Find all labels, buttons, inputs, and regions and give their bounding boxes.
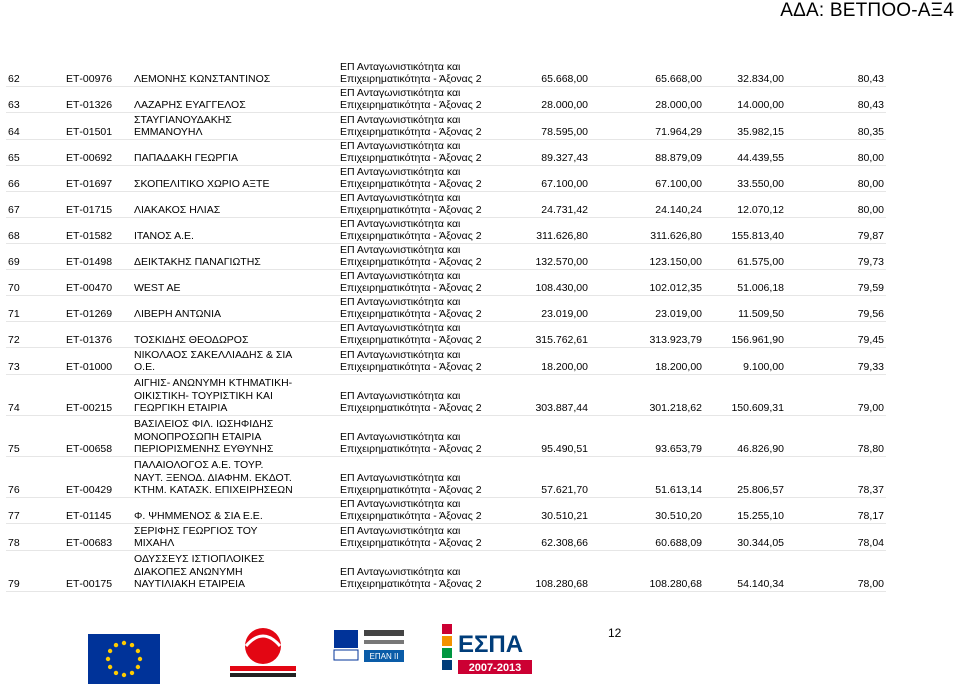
project-code: ΕΤ-01715: [64, 191, 132, 217]
row-number: 78: [6, 523, 64, 550]
beneficiary-name-line: ΟΙΚΙΣΤΙΚΗ- ΤΟΥΡΙΣΤΙΚΗ ΚΑΙ: [134, 389, 273, 402]
evaluation-score: 78,17: [786, 497, 886, 523]
table-row: [6, 347, 886, 374]
public-funding: 9.100,00: [704, 347, 786, 374]
beneficiary-name-line: ΟΔΥΣΣΕΥΣ ΙΣΤΙΟΠΛΟΙΚΕΣ: [134, 553, 265, 565]
beneficiary-name-line: ΓΕΩΡΓΙΚΗ ΕΤΑΙΡΙΑ: [134, 402, 228, 414]
project-code: ΕΤ-01376: [64, 321, 132, 347]
budget-total: 108.430,00: [508, 269, 590, 295]
program-name: [338, 456, 508, 497]
budget-eligible: 123.150,00: [590, 243, 704, 269]
project-code: ΕΤ-01582: [64, 217, 132, 243]
project-code: ΕΤ-00429: [64, 456, 132, 497]
evaluation-score: 80,00: [786, 165, 886, 191]
evaluation-score: 78,00: [786, 550, 886, 591]
row-number: 74: [6, 374, 64, 415]
table-row: [6, 60, 886, 86]
beneficiary-name-line: ΑΙΓΗΙΣ- ΑΝΩΝΥΜΗ ΚΤΗΜΑΤΙΚΗ-: [134, 377, 293, 389]
table-row: [6, 497, 886, 523]
table-row: [6, 374, 886, 415]
beneficiary-name: [132, 191, 338, 217]
beneficiary-name-line: WEST AE: [134, 282, 181, 294]
project-code: ΕΤ-01326: [64, 86, 132, 112]
program-line-2: Επιχειρηματικότητα - Άξονας 2: [340, 282, 482, 294]
program-name: [338, 112, 508, 139]
program-line-2: Επιχειρηματικότητα - Άξονας 2: [340, 99, 482, 111]
beneficiary-name-line: ΠΕΡΙΟΡΙΣΜΕΝΗΣ ΕΥΘΥΝΗΣ: [134, 443, 274, 455]
beneficiary-name-line: ΣΕΡΙΦΗΣ ΓΕΩΡΓΙΟΣ ΤΟΥ: [134, 524, 258, 537]
beneficiary-name-line: ΛΙΒΕΡΗ ΑΝΤΩΝΙΑ: [134, 308, 222, 320]
public-funding: 156.961,90: [704, 321, 786, 347]
project-code: ΕΤ-00692: [64, 139, 132, 165]
evaluation-score: 78,04: [786, 523, 886, 550]
program-line-2: Επιχειρηματικότητα - Άξονας 2: [340, 126, 482, 138]
evaluation-score: 79,59: [786, 269, 886, 295]
eu-star-icon: [114, 643, 118, 647]
budget-eligible: 65.668,00: [590, 60, 704, 86]
budget-total: 95.490,51: [508, 415, 590, 456]
budget-total: 311.626,80: [508, 217, 590, 243]
beneficiary-name-line: ΒΑΣΙΛΕΙΟΣ ΦΙΛ. ΙΩΣΗΦΙΔΗΣ: [134, 418, 274, 430]
public-funding: 35.982,15: [704, 112, 786, 139]
program-name: [338, 139, 508, 165]
program-name: [338, 550, 508, 591]
program-line-2: Επιχειρηματικότητα - Άξονας 2: [340, 402, 482, 414]
public-funding: 14.000,00: [704, 86, 786, 112]
budget-total: 89.327,43: [508, 139, 590, 165]
budget-eligible: 51.613,14: [590, 456, 704, 497]
competitiveness-logo: [228, 624, 298, 680]
budget-total: 315.762,61: [508, 321, 590, 347]
table-row: [6, 295, 886, 321]
public-funding: 11.509,50: [704, 295, 786, 321]
budget-total: 28.000,00: [508, 86, 590, 112]
beneficiary-name: [132, 497, 338, 523]
program-name: [338, 523, 508, 550]
page-number: 12: [608, 626, 622, 640]
public-funding: 33.550,00: [704, 165, 786, 191]
budget-total: 67.100,00: [508, 165, 590, 191]
program-line-1: ΕΠ Ανταγωνιστικότητα και: [340, 497, 461, 510]
footer-logos: [0, 620, 960, 682]
program-line-1: ΕΠ Ανταγωνιστικότητα και: [340, 139, 461, 152]
budget-eligible: 60.688,09: [590, 523, 704, 550]
row-number: 65: [6, 139, 64, 165]
program-line-1: ΕΠ Ανταγωνιστικότητα και: [340, 348, 461, 361]
epan-label: ΕΠΑΝ ΙΙ: [369, 652, 399, 661]
row-number: 79: [6, 550, 64, 591]
program-name: [338, 374, 508, 415]
row-number: 62: [6, 60, 64, 86]
program-line-2: Επιχειρηματικότητα - Άξονας 2: [340, 537, 482, 549]
beneficiary-name-line: ΛΙΑΚΑΚΟΣ ΗΛΙΑΣ: [134, 204, 221, 216]
budget-eligible: 313.923,79: [590, 321, 704, 347]
program-line-2: Επιχειρηματικότητα - Άξονας 2: [340, 334, 482, 346]
row-number: 71: [6, 295, 64, 321]
program-line-1: ΕΠ Ανταγωνιστικότητα και: [340, 321, 461, 334]
beneficiary-name-line: ΜΙΧΑΗΛ: [134, 537, 175, 549]
program-line-2: Επιχειρηματικότητα - Άξονας 2: [340, 230, 482, 242]
beneficiary-name: [132, 86, 338, 112]
beneficiary-name-line: Φ. ΨΗΜΜΕΝΟΣ & ΣΙΑ Ε.Ε.: [134, 510, 263, 522]
row-number: 70: [6, 269, 64, 295]
evaluation-score: 79,87: [786, 217, 886, 243]
eu-star-icon: [122, 641, 126, 645]
budget-total: 65.668,00: [508, 60, 590, 86]
evaluation-score: 80,43: [786, 86, 886, 112]
program-line-2: Επιχειρηματικότητα - Άξονας 2: [340, 361, 482, 373]
beneficiary-name-line: ΕΜΜΑΝΟΥΗΛ: [134, 126, 203, 138]
public-funding: 51.006,18: [704, 269, 786, 295]
program-name: [338, 60, 508, 86]
public-funding: 32.834,00: [704, 60, 786, 86]
evaluation-score: 79,56: [786, 295, 886, 321]
program-line-1: ΕΠ Ανταγωνιστικότητα και: [340, 430, 461, 443]
eu-star-icon: [136, 649, 140, 653]
row-number: 63: [6, 86, 64, 112]
program-line-1: ΕΠ Ανταγωνιστικότητα και: [340, 389, 461, 402]
beneficiary-name-line: ΛΕΜΟΝΗΣ ΚΩΝΣΤΑΝΤΙΝΟΣ: [134, 73, 271, 85]
beneficiaries-table: [6, 60, 886, 592]
beneficiary-name: [132, 347, 338, 374]
beneficiary-name: [132, 112, 338, 139]
program-line-1: ΕΠ Ανταγωνιστικότητα και: [340, 471, 461, 484]
eu-star-icon: [122, 673, 126, 677]
table-row: [6, 139, 886, 165]
project-code: ΕΤ-01269: [64, 295, 132, 321]
row-number: 76: [6, 456, 64, 497]
table-row: [6, 523, 886, 550]
program-line-1: ΕΠ Ανταγωνιστικότητα και: [340, 217, 461, 230]
project-code: ΕΤ-00470: [64, 269, 132, 295]
row-number: 69: [6, 243, 64, 269]
budget-eligible: 28.000,00: [590, 86, 704, 112]
beneficiary-name-line: ΝΑΥΤ. ΞΕΝΟΔ. ΔΙΑΦΗΜ. ΕΚΔΟΤ.: [134, 471, 292, 484]
beneficiary-name: [132, 456, 338, 497]
project-code: ΕΤ-01501: [64, 112, 132, 139]
program-name: [338, 415, 508, 456]
eu-star-icon: [138, 657, 142, 661]
eu-star-icon: [106, 657, 110, 661]
budget-eligible: 24.140,24: [590, 191, 704, 217]
program-name: [338, 191, 508, 217]
project-code: ΕΤ-01000: [64, 347, 132, 374]
budget-eligible: 18.200,00: [590, 347, 704, 374]
table-row: [6, 243, 886, 269]
program-line-2: Επιχειρηματικότητα - Άξονας 2: [340, 443, 482, 455]
project-code: ΕΤ-00976: [64, 60, 132, 86]
evaluation-score: 78,37: [786, 456, 886, 497]
budget-total: 23.019,00: [508, 295, 590, 321]
public-funding: 25.806,57: [704, 456, 786, 497]
table-row: [6, 415, 886, 456]
evaluation-score: 78,80: [786, 415, 886, 456]
program-line-1: ΕΠ Ανταγωνιστικότητα και: [340, 269, 461, 282]
budget-eligible: 102.012,35: [590, 269, 704, 295]
project-code: ΕΤ-01145: [64, 497, 132, 523]
budget-total: 18.200,00: [508, 347, 590, 374]
beneficiary-name: [132, 139, 338, 165]
beneficiary-name: [132, 243, 338, 269]
program-line-1: ΕΠ Ανταγωνιστικότητα και: [340, 565, 461, 578]
row-number: 68: [6, 217, 64, 243]
beneficiary-name-line: ΛΑΖΑΡΗΣ ΕΥΑΓΓΕΛΟΣ: [134, 99, 246, 111]
ada-header: ΑΔΑ: ΒΕΤΠΟΟ-ΑΞ4: [780, 0, 954, 21]
beneficiary-name-line: ΔΙΑΚΟΠΕΣ ΑΝΩΝΥΜΗ: [134, 565, 243, 578]
beneficiary-name-line: ΣΤΑΥΓΙΑΝΟΥΔΑΚΗΣ: [134, 113, 232, 126]
program-line-2: Επιχειρηματικότητα - Άξονας 2: [340, 204, 482, 216]
evaluation-score: 79,00: [786, 374, 886, 415]
beneficiary-name-line: ΔΕΙΚΤΑΚΗΣ ΠΑΝΑΓΙΩΤΗΣ: [134, 256, 261, 268]
program-name: [338, 86, 508, 112]
espa-title: ΕΣΠΑ: [458, 631, 524, 658]
table-row: [6, 269, 886, 295]
program-line-2: Επιχειρηματικότητα - Άξονας 2: [340, 578, 482, 590]
beneficiary-name-line: ΝΙΚΟΛΑΟΣ ΣΑΚΕΛΛΙΑΔΗΣ & ΣΙΑ: [134, 348, 293, 361]
budget-eligible: 93.653,79: [590, 415, 704, 456]
budget-total: 57.621,70: [508, 456, 590, 497]
table-row: [6, 86, 886, 112]
budget-eligible: 71.964,29: [590, 112, 704, 139]
project-code: ΕΤ-01697: [64, 165, 132, 191]
public-funding: 150.609,31: [704, 374, 786, 415]
public-funding: 12.070,12: [704, 191, 786, 217]
project-code: ΕΤ-01498: [64, 243, 132, 269]
project-code: ΕΤ-00683: [64, 523, 132, 550]
beneficiary-name: [132, 321, 338, 347]
table-row: [6, 550, 886, 591]
evaluation-score: 79,45: [786, 321, 886, 347]
eu-star-icon: [114, 671, 118, 675]
row-number: 67: [6, 191, 64, 217]
beneficiary-name: [132, 60, 338, 86]
program-line-1: ΕΠ Ανταγωνιστικότητα και: [340, 243, 461, 256]
beneficiary-name: [132, 374, 338, 415]
eu-star-icon: [108, 665, 112, 669]
espa-logo: [442, 622, 538, 682]
public-funding: 15.255,10: [704, 497, 786, 523]
program-name: [338, 347, 508, 374]
table-row: [6, 217, 886, 243]
program-name: [338, 217, 508, 243]
program-line-2: Επιχειρηματικότητα - Άξονας 2: [340, 152, 482, 164]
beneficiary-name-line: ΚΤΗΜ. ΚΑΤΑΣΚ. ΕΠΙΧΕΙΡΗΣΕΩΝ: [134, 484, 293, 496]
row-number: 66: [6, 165, 64, 191]
program-name: [338, 243, 508, 269]
public-funding: 61.575,00: [704, 243, 786, 269]
beneficiary-name: [132, 415, 338, 456]
program-line-2: Επιχειρηματικότητα - Άξονας 2: [340, 484, 482, 496]
program-line-1: ΕΠ Ανταγωνιστικότητα και: [340, 191, 461, 204]
public-funding: 155.813,40: [704, 217, 786, 243]
beneficiary-name-line: Ο.Ε.: [134, 361, 156, 373]
beneficiary-name-line: ΤΟΣΚΙΔΗΣ ΘΕΟΔΩΡΟΣ: [134, 334, 249, 346]
public-funding: 44.439,55: [704, 139, 786, 165]
budget-eligible: 30.510,20: [590, 497, 704, 523]
project-code: ΕΤ-00658: [64, 415, 132, 456]
program-line-2: Επιχειρηματικότητα - Άξονας 2: [340, 73, 482, 85]
table-row: [6, 112, 886, 139]
beneficiary-name: [132, 217, 338, 243]
program-name: [338, 269, 508, 295]
row-number: 73: [6, 347, 64, 374]
public-funding: 30.344,05: [704, 523, 786, 550]
row-number: 75: [6, 415, 64, 456]
budget-eligible: 108.280,68: [590, 550, 704, 591]
evaluation-score: 80,35: [786, 112, 886, 139]
row-number: 72: [6, 321, 64, 347]
project-code: ΕΤ-00175: [64, 550, 132, 591]
program-line-2: Επιχειρηματικότητα - Άξονας 2: [340, 256, 482, 268]
program-name: [338, 497, 508, 523]
epan-logo: [330, 626, 410, 680]
budget-eligible: 23.019,00: [590, 295, 704, 321]
evaluation-score: 80,43: [786, 60, 886, 86]
eu-star-icon: [130, 671, 134, 675]
eu-flag-icon: [88, 634, 160, 684]
table-row: [6, 321, 886, 347]
program-line-2: Επιχειρηματικότητα - Άξονας 2: [340, 178, 482, 190]
table-row: [6, 456, 886, 497]
evaluation-score: 80,00: [786, 139, 886, 165]
budget-total: 62.308,66: [508, 523, 590, 550]
beneficiary-name: [132, 269, 338, 295]
program-line-1: ΕΠ Ανταγωνιστικότητα και: [340, 113, 461, 126]
row-number: 77: [6, 497, 64, 523]
row-number: 64: [6, 112, 64, 139]
eu-star-icon: [108, 649, 112, 653]
table-row: [6, 191, 886, 217]
eu-star-icon: [136, 665, 140, 669]
budget-eligible: 301.218,62: [590, 374, 704, 415]
budget-eligible: 88.879,09: [590, 139, 704, 165]
beneficiary-name-line: ΠΑΛΑΙΟΛΟΓΟΣ Α.Ε. ΤΟΥΡ.: [134, 459, 264, 471]
program-line-1: ΕΠ Ανταγωνιστικότητα και: [340, 295, 461, 308]
table-row: [6, 165, 886, 191]
program-line-2: Επιχειρηματικότητα - Άξονας 2: [340, 510, 482, 522]
public-funding: 46.826,90: [704, 415, 786, 456]
program-name: [338, 295, 508, 321]
beneficiary-name-line: ΠΑΠΑΔΑΚΗ ΓΕΩΡΓΙΑ: [134, 152, 239, 164]
budget-total: 132.570,00: [508, 243, 590, 269]
project-code: ΕΤ-00215: [64, 374, 132, 415]
beneficiary-name-line: ΙΤΑΝΟΣ Α.Ε.: [134, 230, 194, 242]
program-line-1: ΕΠ Ανταγωνιστικότητα και: [340, 165, 461, 178]
beneficiary-name: [132, 295, 338, 321]
beneficiary-name: [132, 165, 338, 191]
program-line-1: ΕΠ Ανταγωνιστικότητα και: [340, 60, 461, 73]
beneficiary-name: [132, 550, 338, 591]
beneficiary-name-line: ΜΟΝΟΠΡΟΣΩΠΗ ΕΤΑΙΡΙΑ: [134, 430, 262, 443]
budget-total: 78.595,00: [508, 112, 590, 139]
budget-total: 30.510,21: [508, 497, 590, 523]
program-line-2: Επιχειρηματικότητα - Άξονας 2: [340, 308, 482, 320]
program-line-1: ΕΠ Ανταγωνιστικότητα και: [340, 86, 461, 99]
budget-total: 24.731,42: [508, 191, 590, 217]
budget-total: 303.887,44: [508, 374, 590, 415]
program-name: [338, 165, 508, 191]
budget-eligible: 67.100,00: [590, 165, 704, 191]
beneficiary-name-line: ΝΑΥΤΙΛΙΑΚΗ ΕΤΑΙΡΕΙΑ: [134, 578, 246, 590]
program-name: [338, 321, 508, 347]
budget-eligible: 311.626,80: [590, 217, 704, 243]
beneficiary-name: [132, 523, 338, 550]
budget-total: 108.280,68: [508, 550, 590, 591]
program-line-1: ΕΠ Ανταγωνιστικότητα και: [340, 524, 461, 537]
eu-star-icon: [130, 643, 134, 647]
evaluation-score: 79,73: [786, 243, 886, 269]
espa-years: 2007-2013: [468, 662, 522, 674]
beneficiary-name-line: ΣΚΟΠΕΛΙΤΙΚΟ ΧΩΡΙΟ ΑΞΤΕ: [134, 178, 270, 190]
public-funding: 54.140,34: [704, 550, 786, 591]
evaluation-score: 79,33: [786, 347, 886, 374]
evaluation-score: 80,00: [786, 191, 886, 217]
